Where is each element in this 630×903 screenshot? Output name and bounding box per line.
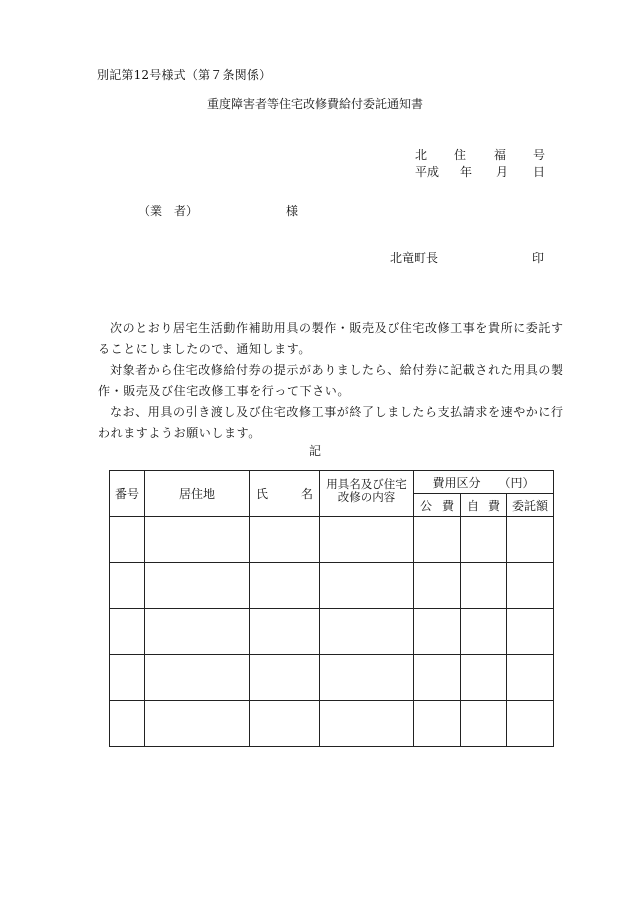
date-era: 平成 xyxy=(415,165,440,179)
paragraph-payment: なお、用具の引き渡し及び住宅改修工事が終了しましたら支払請求を速やかに行われますようお願いします。 xyxy=(98,405,564,440)
date-year: 年 xyxy=(460,165,473,179)
number-cell[interactable] xyxy=(110,609,145,655)
date-day: 日 xyxy=(533,165,546,179)
entrusted-cell[interactable] xyxy=(507,517,554,563)
public-cost-cell[interactable] xyxy=(414,517,461,563)
notice-body xyxy=(98,318,568,444)
addressee-contractor: （業 者） xyxy=(138,204,199,218)
name-cell[interactable] xyxy=(250,517,320,563)
date-row xyxy=(0,163,630,179)
table-row xyxy=(110,517,554,563)
entrusted-cell[interactable] xyxy=(507,563,554,609)
date-month: 月 xyxy=(496,165,509,179)
paragraph-commission: 次のとおり居宅生活動作補助用具の製作・販売及び住宅改修工事を貴所に委託することにしましたので、通知します。 xyxy=(98,321,564,356)
table-row xyxy=(110,609,554,655)
number-cell[interactable] xyxy=(110,517,145,563)
header-public-left: 公 xyxy=(420,498,433,513)
ref-label-number: 号 xyxy=(533,148,546,162)
address-cell[interactable] xyxy=(145,517,250,563)
number-cell[interactable] xyxy=(110,563,145,609)
paragraph-instructions: 対象者から住宅改修給付券の提示がありましたら、給付券に記載された用具の製作・販売及び住宅改修工事を行って下さい。 xyxy=(98,363,564,398)
public-cost-cell[interactable] xyxy=(414,609,461,655)
table-row xyxy=(110,701,554,747)
header-name-right: 名 xyxy=(300,487,313,501)
note-heading: 記 xyxy=(308,444,321,458)
public-cost-cell[interactable] xyxy=(414,701,461,747)
number-cell[interactable] xyxy=(110,655,145,701)
table-body xyxy=(110,517,554,747)
entrusted-cell[interactable] xyxy=(507,609,554,655)
item-cell[interactable] xyxy=(320,701,414,747)
self-cost-cell[interactable] xyxy=(461,609,507,655)
table-row xyxy=(110,655,554,701)
address-cell[interactable] xyxy=(145,655,250,701)
ref-label-welfare: 福 xyxy=(494,148,507,162)
self-cost-cell[interactable] xyxy=(461,563,507,609)
address-cell[interactable] xyxy=(145,563,250,609)
header-public-cost xyxy=(414,494,461,517)
header-self-right: 費 xyxy=(487,498,500,513)
header-self-left: 自 xyxy=(467,498,480,513)
header-item-content xyxy=(320,471,414,517)
self-cost-cell[interactable] xyxy=(461,701,507,747)
header-number: 番号 xyxy=(110,471,145,517)
name-cell[interactable] xyxy=(250,655,320,701)
form-reference: 別記第12号様式（第７条関係） xyxy=(97,68,272,82)
header-item-line1: 用具名及び住宅 xyxy=(326,476,407,491)
entrusted-cell[interactable] xyxy=(507,701,554,747)
records-table xyxy=(109,470,554,747)
reference-number-row xyxy=(0,146,630,162)
number-cell[interactable] xyxy=(110,701,145,747)
addressee-honorific: 様 xyxy=(286,204,299,218)
header-public-right: 費 xyxy=(441,498,454,513)
header-item-line2: 改修の内容 xyxy=(337,489,396,504)
header-address: 居住地 xyxy=(145,471,250,517)
name-cell[interactable] xyxy=(250,609,320,655)
self-cost-cell[interactable] xyxy=(461,517,507,563)
public-cost-cell[interactable] xyxy=(414,563,461,609)
entrusted-cell[interactable] xyxy=(507,655,554,701)
mayor-name: 北竜町長 xyxy=(390,251,439,265)
header-entrusted-amount: 委託額 xyxy=(507,494,554,517)
public-cost-cell[interactable] xyxy=(414,655,461,701)
header-name xyxy=(250,471,320,517)
self-cost-cell[interactable] xyxy=(461,655,507,701)
name-cell[interactable] xyxy=(250,563,320,609)
header-name-left: 氏 xyxy=(256,487,269,501)
name-cell[interactable] xyxy=(250,701,320,747)
header-cost-category: 費用区分 （円） xyxy=(414,471,554,494)
item-cell[interactable] xyxy=(320,517,414,563)
header-self-cost xyxy=(461,494,507,517)
address-cell[interactable] xyxy=(145,701,250,747)
item-cell[interactable] xyxy=(320,563,414,609)
document-title: 重度障害者等住宅改修費給付委託通知書 xyxy=(206,97,423,111)
seal-mark: 印 xyxy=(532,251,545,265)
table-row xyxy=(110,563,554,609)
address-cell[interactable] xyxy=(145,609,250,655)
item-cell[interactable] xyxy=(320,609,414,655)
ref-label-housing: 住 xyxy=(454,148,467,162)
ref-label-north: 北 xyxy=(415,148,428,162)
item-cell[interactable] xyxy=(320,655,414,701)
